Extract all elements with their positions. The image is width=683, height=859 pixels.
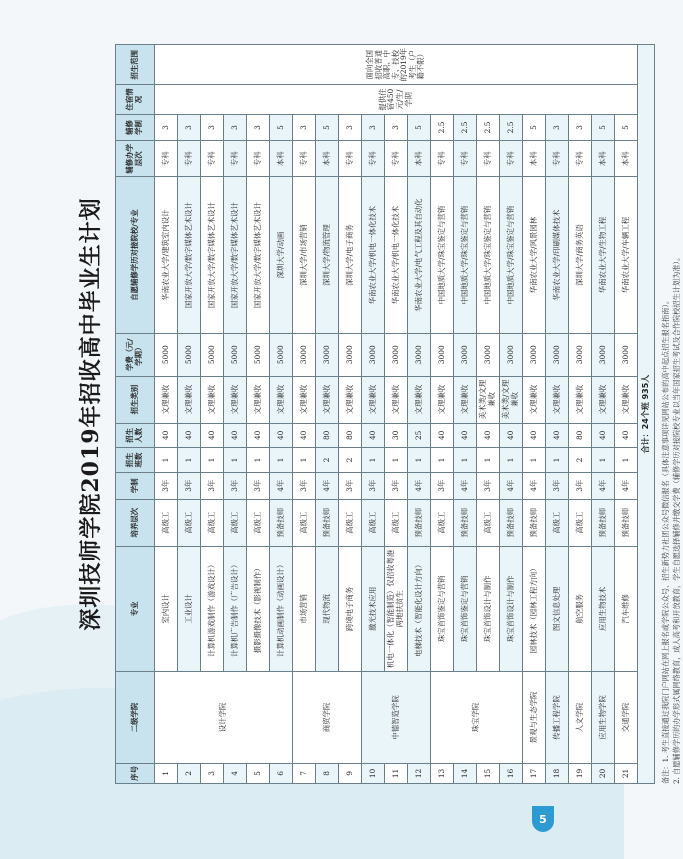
partner-cell: 国家开放大学/数字媒体艺术设计 [201, 177, 224, 334]
major-cell: 室内设计 [155, 546, 178, 671]
years-cell: 3年 [339, 472, 362, 499]
students-cell: 80 [569, 423, 592, 448]
major-cell: 工业设计 [178, 546, 201, 671]
edu-years-cell: 3 [362, 114, 385, 141]
edu-years-cell: 2.5 [454, 114, 477, 141]
category-cell: 文理兼收 [454, 376, 477, 423]
row-number: 17 [523, 763, 546, 783]
students-cell: 40 [592, 423, 615, 448]
students-cell: 80 [339, 423, 362, 448]
row-number: 9 [339, 763, 362, 783]
college-cell: 应用生物学院 [592, 672, 615, 764]
students-cell: 40 [178, 423, 201, 448]
enrollment-plan-table [115, 44, 655, 784]
table-row [546, 45, 569, 784]
fee-cell: 3000 [592, 333, 615, 376]
partner-cell: 中国地质大学/珠宝鉴定与营销 [431, 177, 454, 334]
level-cell: 高级工 [431, 499, 454, 546]
edu-level-cell: 本科 [592, 141, 615, 177]
years-cell: 3年 [385, 472, 408, 499]
table-row [569, 45, 592, 784]
level-cell: 预备技师 [500, 499, 523, 546]
college-cell: 人文学院 [569, 672, 592, 764]
category-cell: 美术类/文理兼收 [477, 376, 500, 423]
column-header: 招生范围 [116, 45, 155, 85]
table-row [293, 45, 316, 784]
edu-years-cell: 2.5 [431, 114, 454, 141]
years-cell: 3年 [155, 472, 178, 499]
students-cell: 40 [477, 423, 500, 448]
note-line: 2. 自愿辅修学历的办学形式属网络教育，成人高考和开放教育，学生自愿选择辅修并缴交学费（辅修学历对接院校专业以当年国家招生考试及合作院校招生计划为准）。 [671, 253, 681, 784]
level-cell: 高级工 [477, 499, 500, 546]
fee-cell: 3000 [454, 333, 477, 376]
partner-cell: 华南农业大学/风景园林 [523, 177, 546, 334]
category-cell: 文理兼收 [408, 376, 431, 423]
edu-years-cell: 3 [546, 114, 569, 141]
partner-cell: 深圳大学/市场营销 [293, 177, 316, 334]
students-cell: 80 [316, 423, 339, 448]
dorm-cell: 提供住宿450元/生/学期 [155, 85, 638, 114]
table-row [155, 45, 178, 784]
students-cell: 40 [362, 423, 385, 448]
edu-level-cell: 专科 [500, 141, 523, 177]
years-cell: 4年 [316, 472, 339, 499]
category-cell: 文理兼收 [523, 376, 546, 423]
years-cell: 3年 [201, 472, 224, 499]
level-cell: 预备技师 [316, 499, 339, 546]
row-number: 1 [155, 763, 178, 783]
fee-cell: 3000 [523, 333, 546, 376]
major-cell: 应用生物技术 [592, 546, 615, 671]
students-cell: 40 [615, 423, 638, 448]
major-cell: 计算机广告制作（广告设计） [224, 546, 247, 671]
major-cell: 现代物流 [316, 546, 339, 671]
table-row [523, 45, 546, 784]
fee-cell: 3000 [546, 333, 569, 376]
category-cell: 文理兼收 [615, 376, 638, 423]
edu-level-cell: 专科 [178, 141, 201, 177]
row-number: 14 [454, 763, 477, 783]
category-cell: 美术类/文理兼收 [500, 376, 523, 423]
fee-cell: 3000 [385, 333, 408, 376]
edu-level-cell: 专科 [247, 141, 270, 177]
major-cell: 机电一体化（智能制造）仅招收粤港两地扶贫生 [385, 546, 408, 671]
major-cell: 珠宝首饰设计与制作 [477, 546, 500, 671]
row-number: 12 [408, 763, 431, 783]
classes-cell: 2 [316, 448, 339, 473]
edu-years-cell: 3 [155, 114, 178, 141]
level-cell: 预备技师 [408, 499, 431, 546]
edu-level-cell: 本科 [270, 141, 293, 177]
edu-years-cell: 3 [293, 114, 316, 141]
fee-cell: 3000 [431, 333, 454, 376]
partner-cell: 华南农业大学/车辆工程 [615, 177, 638, 334]
edu-years-cell: 5 [592, 114, 615, 141]
column-header: 住宿情况 [116, 85, 155, 114]
college-cell: 商贸学院 [293, 672, 362, 764]
years-cell: 3年 [546, 472, 569, 499]
classes-cell: 1 [362, 448, 385, 473]
classes-cell: 2 [569, 448, 592, 473]
partner-cell: 深圳大学/电子商务 [339, 177, 362, 334]
fee-cell: 3000 [316, 333, 339, 376]
years-cell: 4年 [454, 472, 477, 499]
edu-level-cell: 专科 [431, 141, 454, 177]
category-cell: 文理兼收 [339, 376, 362, 423]
table-row [362, 45, 385, 784]
category-cell: 文理兼收 [385, 376, 408, 423]
major-cell: 计算机游戏制作（游戏设计） [201, 546, 224, 671]
row-number: 20 [592, 763, 615, 783]
level-cell: 高级工 [339, 499, 362, 546]
classes-cell: 1 [201, 448, 224, 473]
edu-level-cell: 专科 [477, 141, 500, 177]
edu-level-cell: 专科 [201, 141, 224, 177]
level-cell: 预备技师 [270, 499, 293, 546]
major-cell: 珠宝首饰鉴定与营销 [431, 546, 454, 671]
major-cell: 计算机动画制作（动画设计） [270, 546, 293, 671]
page-number-badge: 5 [532, 806, 554, 832]
column-header: 招生人数 [116, 423, 155, 448]
table-row [615, 45, 638, 784]
classes-cell: 1 [224, 448, 247, 473]
fee-cell: 5000 [270, 333, 293, 376]
edu-level-cell: 专科 [454, 141, 477, 177]
category-cell: 文理兼收 [201, 376, 224, 423]
partner-cell: 中国地质大学/珠宝鉴定与营销 [454, 177, 477, 334]
edu-years-cell: 3 [247, 114, 270, 141]
fee-cell: 5000 [201, 333, 224, 376]
fee-cell: 3000 [569, 333, 592, 376]
row-number: 2 [178, 763, 201, 783]
fee-cell: 5000 [247, 333, 270, 376]
years-cell: 3年 [569, 472, 592, 499]
major-cell: 图文信息处理 [546, 546, 569, 671]
edu-level-cell: 专科 [293, 141, 316, 177]
edu-years-cell: 3 [201, 114, 224, 141]
years-cell: 3年 [293, 472, 316, 499]
years-cell: 4年 [592, 472, 615, 499]
table-body [155, 45, 638, 784]
years-cell: 3年 [247, 472, 270, 499]
edu-level-cell: 本科 [615, 141, 638, 177]
page-title: 深圳技师学院2019年招收高中毕业生计划 [78, 197, 104, 631]
level-cell: 高级工 [362, 499, 385, 546]
partner-cell: 国家开放大学/数字媒体艺术设计 [224, 177, 247, 334]
edu-level-cell: 专科 [546, 141, 569, 177]
category-cell: 文理兼收 [270, 376, 293, 423]
level-cell: 预备技师 [454, 499, 477, 546]
students-cell: 40 [201, 423, 224, 448]
level-cell: 高级工 [178, 499, 201, 546]
classes-cell: 1 [592, 448, 615, 473]
edu-level-cell: 本科 [408, 141, 431, 177]
edu-level-cell: 专科 [569, 141, 592, 177]
edu-years-cell: 5 [270, 114, 293, 141]
level-cell: 高级工 [385, 499, 408, 546]
students-cell: 40 [523, 423, 546, 448]
classes-cell: 1 [523, 448, 546, 473]
edu-level-cell: 专科 [155, 141, 178, 177]
classes-cell: 1 [293, 448, 316, 473]
partner-cell: 华南农业大学/电气工程及其自动化 [408, 177, 431, 334]
years-cell: 4年 [408, 472, 431, 499]
table-row [592, 45, 615, 784]
total-cell: 合计：24个班 935人 [638, 45, 655, 784]
major-cell: 汽车维修 [615, 546, 638, 671]
classes-cell: 1 [454, 448, 477, 473]
students-cell: 40 [155, 423, 178, 448]
category-cell: 文理兼收 [178, 376, 201, 423]
level-cell: 预备技师 [523, 499, 546, 546]
row-number: 6 [270, 763, 293, 783]
years-cell: 4年 [500, 472, 523, 499]
fee-cell: 5000 [224, 333, 247, 376]
fee-cell: 3000 [362, 333, 385, 376]
major-cell: 市场营销 [293, 546, 316, 671]
row-number: 19 [569, 763, 592, 783]
edu-years-cell: 5 [408, 114, 431, 141]
edu-level-cell: 专科 [224, 141, 247, 177]
students-cell: 25 [408, 423, 431, 448]
edu-years-cell: 3 [178, 114, 201, 141]
row-number: 15 [477, 763, 500, 783]
fee-cell: 3000 [339, 333, 362, 376]
college-cell: 中德智造学院 [362, 672, 431, 764]
fee-cell: 3000 [293, 333, 316, 376]
column-header: 招生类别 [116, 376, 155, 423]
row-number: 13 [431, 763, 454, 783]
major-cell: 激光技术应用 [362, 546, 385, 671]
edu-years-cell: 3 [224, 114, 247, 141]
row-number: 16 [500, 763, 523, 783]
students-cell: 40 [500, 423, 523, 448]
note-line: 备注：1. 考生直接通过我院门户网站在网上报名或学院公众号、招生新势力社团公众号微信报名（具体注意事项详见网站公布的高中起点招生报名指南）。 [661, 296, 670, 784]
edu-years-cell: 5 [316, 114, 339, 141]
partner-cell: 国家开放大学/数字媒体艺术设计 [247, 177, 270, 334]
column-header: 自愿辅修学历对接院校/专业 [116, 177, 155, 334]
classes-cell: 1 [546, 448, 569, 473]
row-number: 18 [546, 763, 569, 783]
column-header: 学费（元/学期） [116, 333, 155, 376]
college-cell: 景观与生态学院 [523, 672, 546, 764]
fee-cell: 5000 [155, 333, 178, 376]
college-cell: 珠宝学院 [431, 672, 523, 764]
classes-cell: 1 [178, 448, 201, 473]
major-cell: 摄影摄像技术（影视制作） [247, 546, 270, 671]
years-cell: 3年 [178, 472, 201, 499]
classes-cell: 1 [408, 448, 431, 473]
college-cell: 设计学院 [155, 672, 293, 764]
students-cell: 40 [546, 423, 569, 448]
students-cell: 30 [385, 423, 408, 448]
scope-cell: 面向全国招收普通高职、中专、技校的2019年考生（户籍不限） [155, 45, 638, 85]
row-number: 11 [385, 763, 408, 783]
edu-level-cell: 本科 [316, 141, 339, 177]
column-header: 二级学院 [116, 672, 155, 764]
classes-cell: 1 [155, 448, 178, 473]
major-cell: 电梯技术（智能化设计方向） [408, 546, 431, 671]
fee-cell: 3000 [408, 333, 431, 376]
edu-level-cell: 专科 [362, 141, 385, 177]
college-cell: 交通学院 [615, 672, 638, 764]
edu-years-cell: 2.5 [500, 114, 523, 141]
row-number: 7 [293, 763, 316, 783]
major-cell: 航空服务 [569, 546, 592, 671]
level-cell: 高级工 [569, 499, 592, 546]
column-header: 培养层次 [116, 499, 155, 546]
major-cell: 珠宝首饰鉴定与营销 [454, 546, 477, 671]
college-cell: 传播工程学院 [546, 672, 569, 764]
classes-cell: 1 [615, 448, 638, 473]
edu-years-cell: 2.5 [477, 114, 500, 141]
category-cell: 文理兼收 [546, 376, 569, 423]
category-cell: 文理兼收 [155, 376, 178, 423]
category-cell: 文理兼收 [592, 376, 615, 423]
major-cell: 园林技术（园林工程方向） [523, 546, 546, 671]
major-cell: 珠宝首饰设计与制作 [500, 546, 523, 671]
row-number: 5 [247, 763, 270, 783]
level-cell: 高级工 [546, 499, 569, 546]
column-header: 辅修办学层次 [116, 141, 155, 177]
level-cell: 预备技师 [592, 499, 615, 546]
total-row [638, 45, 655, 784]
partner-cell: 中国地质大学/珠宝鉴定与营销 [500, 177, 523, 334]
category-cell: 文理兼收 [316, 376, 339, 423]
edu-level-cell: 专科 [385, 141, 408, 177]
students-cell: 40 [293, 423, 316, 448]
row-number: 21 [615, 763, 638, 783]
edu-years-cell: 3 [385, 114, 408, 141]
edu-years-cell: 3 [569, 114, 592, 141]
partner-cell: 华南农业大学/生物工程 [592, 177, 615, 334]
partner-cell: 华南农业大学/机电一体化技术 [385, 177, 408, 334]
column-header: 序号 [116, 763, 155, 783]
students-cell: 40 [431, 423, 454, 448]
level-cell: 高级工 [224, 499, 247, 546]
classes-cell: 1 [247, 448, 270, 473]
category-cell: 文理兼收 [431, 376, 454, 423]
category-cell: 文理兼收 [293, 376, 316, 423]
students-cell: 40 [454, 423, 477, 448]
column-header: 专业 [116, 546, 155, 671]
fee-cell: 5000 [178, 333, 201, 376]
partner-cell: 深圳大学/动画 [270, 177, 293, 334]
years-cell: 3年 [224, 472, 247, 499]
rotated-page [67, 44, 681, 784]
level-cell: 高级工 [155, 499, 178, 546]
notes [661, 44, 683, 784]
students-cell: 40 [270, 423, 293, 448]
edu-years-cell: 3 [339, 114, 362, 141]
level-cell: 高级工 [293, 499, 316, 546]
row-number: 3 [201, 763, 224, 783]
years-cell: 4年 [523, 472, 546, 499]
column-header: 辅修学制 [116, 114, 155, 141]
partner-cell: 深圳大学/商务英语 [569, 177, 592, 334]
years-cell: 3年 [477, 472, 500, 499]
category-cell: 文理兼收 [362, 376, 385, 423]
table-row [431, 45, 454, 784]
years-cell: 3年 [362, 472, 385, 499]
students-cell: 40 [247, 423, 270, 448]
partner-cell: 中国地质大学/珠宝鉴定与营销 [477, 177, 500, 334]
edu-years-cell: 5 [523, 114, 546, 141]
category-cell: 文理兼收 [569, 376, 592, 423]
level-cell: 高级工 [201, 499, 224, 546]
major-cell: 跨境电子商务 [339, 546, 362, 671]
category-cell: 文理兼收 [247, 376, 270, 423]
students-cell: 40 [224, 423, 247, 448]
partner-cell: 华南农业大学/机电一体化技术 [362, 177, 385, 334]
partner-cell: 深圳大学/物流管理 [316, 177, 339, 334]
classes-cell: 1 [385, 448, 408, 473]
header-row [116, 45, 155, 784]
level-cell: 高级工 [247, 499, 270, 546]
level-cell: 预备技师 [615, 499, 638, 546]
column-header: 招生班数 [116, 448, 155, 473]
fee-cell: 3000 [477, 333, 500, 376]
years-cell: 4年 [615, 472, 638, 499]
partner-cell: 华南农业大学/建筑室内设计 [155, 177, 178, 334]
partner-cell: 国家开放大学/数字媒体艺术设计 [178, 177, 201, 334]
classes-cell: 1 [270, 448, 293, 473]
row-number: 10 [362, 763, 385, 783]
years-cell: 4年 [270, 472, 293, 499]
edu-level-cell: 专科 [339, 141, 362, 177]
edu-years-cell: 5 [615, 114, 638, 141]
years-cell: 3年 [431, 472, 454, 499]
classes-cell: 1 [431, 448, 454, 473]
partner-cell: 华南农业大学/印刷媒体技术 [546, 177, 569, 334]
row-number: 8 [316, 763, 339, 783]
classes-cell: 2 [339, 448, 362, 473]
category-cell: 文理兼收 [224, 376, 247, 423]
edu-level-cell: 本科 [523, 141, 546, 177]
fee-cell: 3000 [615, 333, 638, 376]
classes-cell: 1 [500, 448, 523, 473]
classes-cell: 1 [477, 448, 500, 473]
fee-cell: 3000 [500, 333, 523, 376]
column-header: 学制 [116, 472, 155, 499]
row-number: 4 [224, 763, 247, 783]
